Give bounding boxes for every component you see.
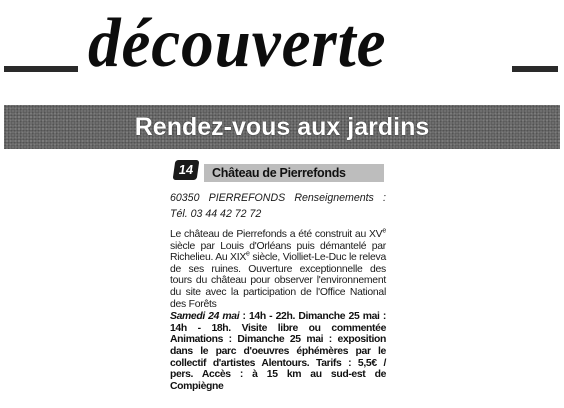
article-dates: Samedi 24 mai — [170, 311, 240, 323]
banner-title: Rendez-vous aux jardins — [134, 113, 430, 141]
masthead-rule-right — [512, 66, 558, 72]
article-phone: Tél. 03 44 42 72 72 — [170, 208, 262, 220]
article-details-text: : 14h - 22h. Dimanche 25 mai : 14h - 18h. Visite libre ou commentée Animations : Dimanche 25 mai : exposition dans le parc d'oeuvres éphémères par le collectif d'artistes Alentours. Tarifs : 5,5€ / pers. Accès : à 15 km au sud-est de Compiègne — [170, 311, 386, 392]
article-title: Château de Pierrefonds — [212, 166, 346, 180]
section-title: découverte — [88, 5, 387, 82]
article-info-line: 60350 PIERREFONDS Renseignements : — [170, 192, 386, 204]
article-body-sup-2: e — [246, 250, 250, 258]
article-practical-details — [170, 311, 386, 392]
article-body-part-3: siècle, Violliet-Le-Duc le releva de ses ruines. Ouverture exceptionnelle des tours du château pour observer l'environnement du site avec la participation de l'Office National des Forêts — [170, 252, 386, 310]
article-body-part-2: siècle par Louis d'Orléans puis démantelé par Richelieu. Au XIX — [170, 240, 386, 264]
masthead-rule-left — [4, 66, 78, 72]
article-heading — [170, 158, 386, 184]
article-body — [170, 229, 386, 310]
article — [170, 158, 386, 392]
article-body-sup-1: e — [382, 227, 386, 235]
masthead — [0, 0, 564, 96]
article-number-badge: 14 — [173, 160, 200, 180]
section-banner — [4, 105, 560, 149]
article-body-part-1: Le château de Pierrefonds a été construit au XV — [170, 229, 383, 240]
